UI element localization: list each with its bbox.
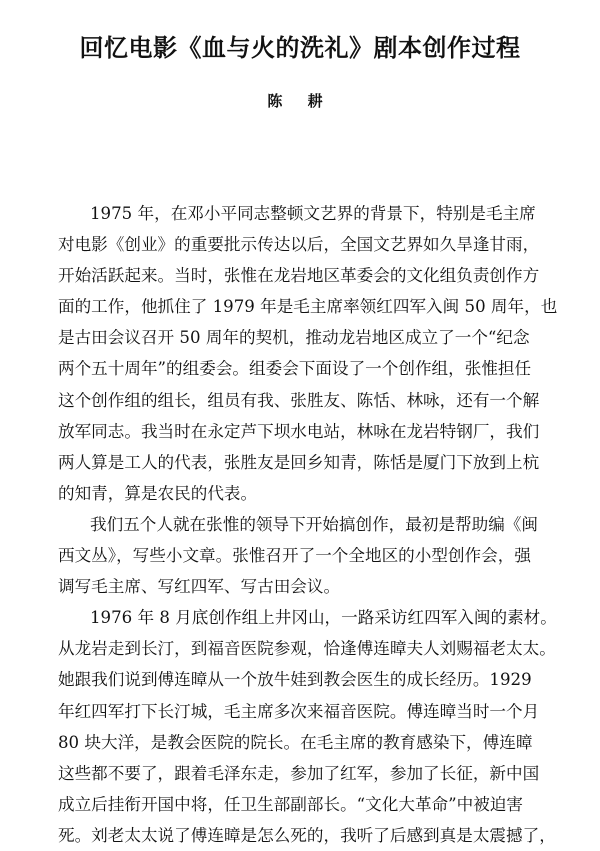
- paragraph-line: 调写毛主席、写红四军、写古田会议。: [58, 577, 341, 597]
- paragraph-line: 放军同志。我当时在永定芦下坝水电站，林咏在龙岩特钢厂，我们: [58, 421, 540, 441]
- paragraph-line: 这个创作组的组长，组员有我、张胜友、陈恬、林咏，还有一个解: [58, 390, 540, 410]
- paragraph-line: 两个五十周年”的组委会。组委会下面设了一个创作组，张惟担任: [58, 359, 532, 379]
- paragraph-line: 死。刘老太太说了傅连暲是怎么死的，我听了后感到真是太震撼了，: [58, 825, 556, 845]
- paragraph-line: 我们五个人就在张惟的领导下开始搞创作，最初是帮助编《闽: [90, 514, 539, 534]
- article-title: 回忆电影《血与火的洗礼》剧本创作过程: [79, 34, 521, 62]
- paragraph-line: 的知青，算是农民的代表。: [58, 483, 258, 503]
- paragraph-line: 1975 年，在邓小平同志整顿文艺界的背景下，特别是毛主席: [90, 204, 536, 223]
- paragraph-line: 成立后挂衔开国中将，任卫生部副部长。“文化大革命”中被迫害: [58, 794, 523, 814]
- paragraph-line: 年红四军打下长汀城，毛主席多次来福音医院。傅连暲当时一个月: [58, 701, 540, 721]
- paragraph-line: 西文丛》，写些小文章。张惟召开了一个全地区的小型创作会，强: [58, 546, 531, 566]
- paragraph-line: 开始活跃起来。当时，张惟在龙岩地区革委会的文化组负责创作方: [58, 266, 540, 286]
- paragraph-line: 从龙岩走到长汀，到福音医院参观，恰逢傅连暲夫人刘赐福老太太。: [58, 639, 556, 659]
- paragraph-line: 她跟我们说到傅连暲从一个放牛娃到教会医生的成长经历。1929: [58, 670, 532, 690]
- paragraph-line: 80 块大洋，是教会医院的院长。在毛主席的教育感染下，傅连暲: [58, 732, 533, 752]
- paragraph-line: 两人算是工人的代表，张胜友是回乡知青，陈恬是厦门下放到上杭: [58, 452, 540, 472]
- paragraph-line: 1976 年 8 月底创作组上井冈山，一路采访红四军入闽的素材。: [90, 608, 557, 628]
- paragraph-line: 是古田会议召开 50 周年的契机，推动龙岩地区成立了一个“纪念: [58, 328, 530, 348]
- article-author: 陈 耕: [267, 92, 333, 110]
- paragraph-line: 这些都不要了，跟着毛泽东走，参加了红军，参加了长征，新中国: [58, 763, 540, 783]
- article-body: [58, 198, 578, 851]
- paragraph-line: 对电影《创业》的重要批示传达以后，全国文艺界如久旱逢甘雨，: [58, 235, 540, 255]
- paragraph-line: 面的工作，他抓住了 1979 年是毛主席率领红四军入闽 50 周年，也: [58, 297, 558, 317]
